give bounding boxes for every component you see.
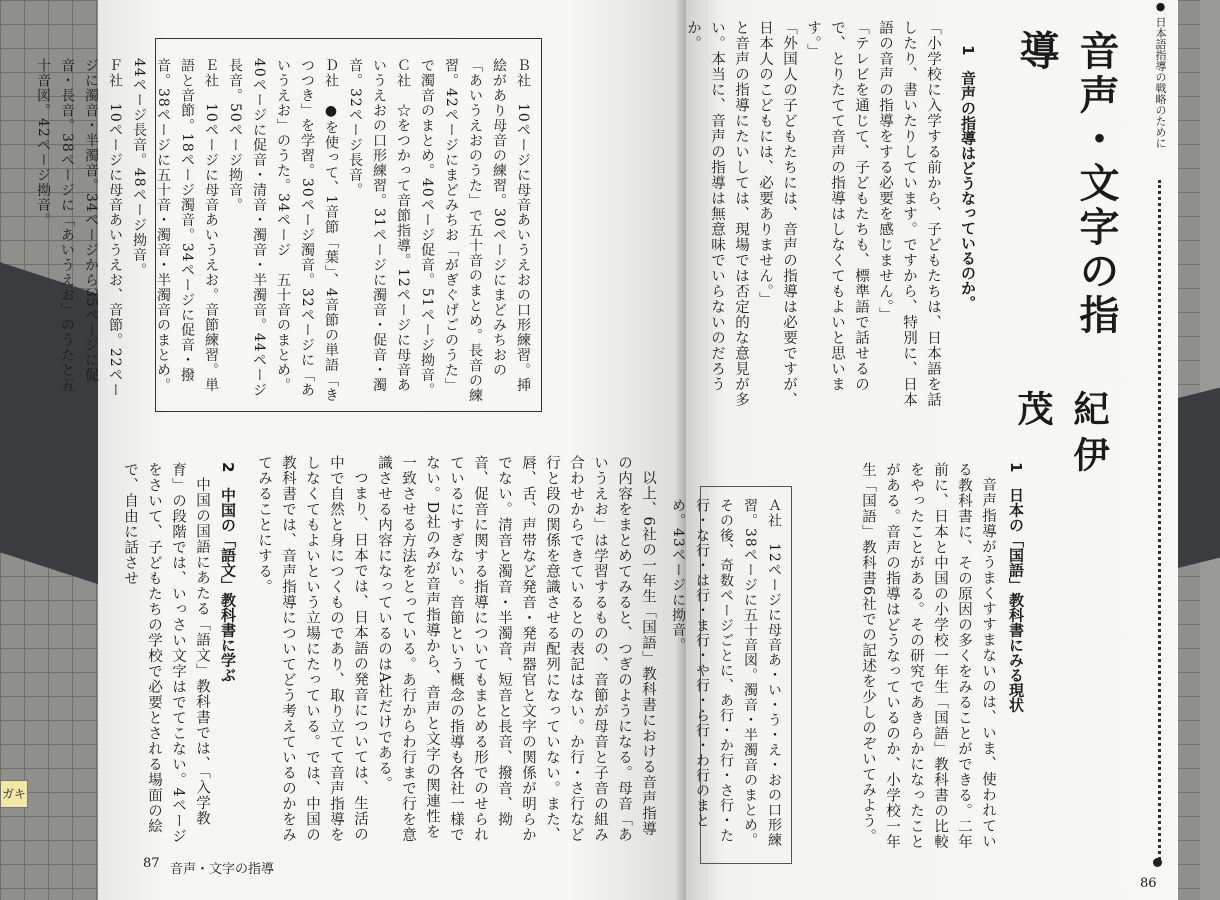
right-body-text (795, 462, 1000, 852)
left-paragraph-conclusion: つまり、日本では、日本語の発音については、生活の中で自然と身につくものであり、取り立てて音声指導をしなくてもよいという立場にたっている。では、中国の教科書では、音声指導についてどう考えているのかをみてみることにする。 (256, 455, 368, 843)
series-rule-end-dot (1153, 858, 1162, 867)
intro-quote-1: 「小学校に入学する前から、子どもたちは、日本語を話したり、書いたりしています。ですから、特別に、日本語の音声の指導をする必要を感じません。」 (877, 20, 941, 408)
left-running-footer: 音声・文字の指導 (170, 862, 275, 877)
subsection-heading: 1 日本の「国語」教科書にみる現状 (1007, 462, 1025, 713)
author-name: 紀伊 茂 (1012, 390, 1109, 482)
box-entry-e: Ｅ社 10ページに母音あいうえお。音節練習。単語と音節。18ページ濁音。34ページに促音・撥音。38ページに五十音・濁音・半濁音のまとめ。44ページ長音。48ページ拗音。 (131, 58, 219, 393)
right-page-number: 86 (1140, 876, 1157, 891)
right-intro-text (685, 20, 945, 420)
section2-paragraph: 中国の国語にあたる「語文」教科書では、「入学教育」の段階では、いっさい文字はでてこない。4ページをさいて、子どもたちの学校で必要とされる場面の絵で、自由に話させ (122, 462, 210, 845)
box-entry-b: Ｂ社 10ページに母音あいうえおの口形練習。挿絵があり母音の練習。30ページにまどみちおの「あいうえおのうた」で五十音のまとめ。長音の練習。42ページにまどみちお「がぎぐげごのうた」で濁音のまとめ。40ページ促音。51ページ拗音。 (419, 58, 531, 403)
publisher-summary-text (35, 58, 535, 403)
section1-heading: 1 音声の指導はどうなっているのか。 (959, 45, 977, 311)
publisher-a-text: Ａ社 12ページに母音あ・い・う・え・おの口形練習。38ページに五十音図。濁音・半濁音のまとめ。その後、奇数ページごとに、あ行・か行・さ行・た行・な行・は行・ま行・や行・ら行・わ行のまとめ。43ページに拗音。 (670, 498, 782, 848)
intro-quote-3: 「外国人の子どもたちには、音声の指導は必要ですが、日本人のこどもには、必要ありません。」 (757, 20, 797, 408)
chapter-title: 音声・文字の指導 (1013, 30, 1119, 338)
intro-conclusion: と音声の指導にたいしては、現場では否定的な意見が多い。本当に、音声の指導は無意味でいらないのだろうか。 (685, 20, 749, 408)
series-label: ● 日本語指導の戦略のために (1154, 0, 1167, 149)
section2-text (122, 462, 214, 847)
box-entry-c: Ｃ社 ☆をつかって音節指導。12ページに母音あいうえおの口形練習。31ページに濁音・促音・濁音。32ページ長音。 (347, 58, 411, 393)
series-dotted-rule (1158, 180, 1161, 860)
box-entry-d: Ｄ社 ●を使って、1音節「葉」、4音節の単語「きつつき」を学習。30ページ濁音。32ページに「あいうえお」のうた。34ページ 五十音のまとめ。40ページに促音・清音・濁音・半濁音。44ページ長音。50ページ拗音。 (227, 58, 339, 403)
section2-heading: 2 中国の「語文」教科書に学ぶ (219, 462, 237, 683)
left-page-number: 87 (143, 856, 160, 871)
left-body-text (256, 455, 660, 850)
intro-quote-2: 「テレビを通じて、子どもたちも、標準語で話せるので、とりたてて音声の指導はしなくてもよいと思います。」 (805, 20, 869, 392)
left-paragraph-summary: 以上、6社の一年生「国語」教科書における音声指導の内容をまとめてみると、つぎのようになる。母音「あいうえお」は学習するものの、音節が母音と子音の組み合わせからできているとの表記はない。か行・さ行など行と段の関係を意識させる配列になっていない。また、唇、舌、声帯など発音・発声器官と文字の関係が明らかでない。清音と濁音・半濁音、短音と長音、撥音、拗音、促音に関する指導についてもまとめる形でのせられているにすぎない。音節という概念の指導も各社一様でない。D社のみが音声指導から、音声と文字の関連性を一致させる方法をとっている。あ行からわ行まで行を意識させる内容になっているのはA社だけである。 (376, 455, 656, 843)
mat-label: ガキ (0, 780, 28, 808)
right-body-paragraph: 音声指導がうまくすすまないのは、いま、使われている教科書に、その原因の多くをみることができる。二年前に、日本と中国の小学校一年生「国語」教科書の比較をやったことがある。その研究であきらかになったことがある。音声の指導はどうなっているのか、小学校一年生「国語」教科書6社での記述を少しのぞいてみよう。 (860, 462, 996, 850)
box-entry-f: Ｆ社 10ページに母音あいうえお、音節。22ページに濁音・半濁音。34ページから35ページに促音・長音。38ページに「あいうえお」のうたと五十音図。42ページ拗音。 (35, 58, 123, 398)
